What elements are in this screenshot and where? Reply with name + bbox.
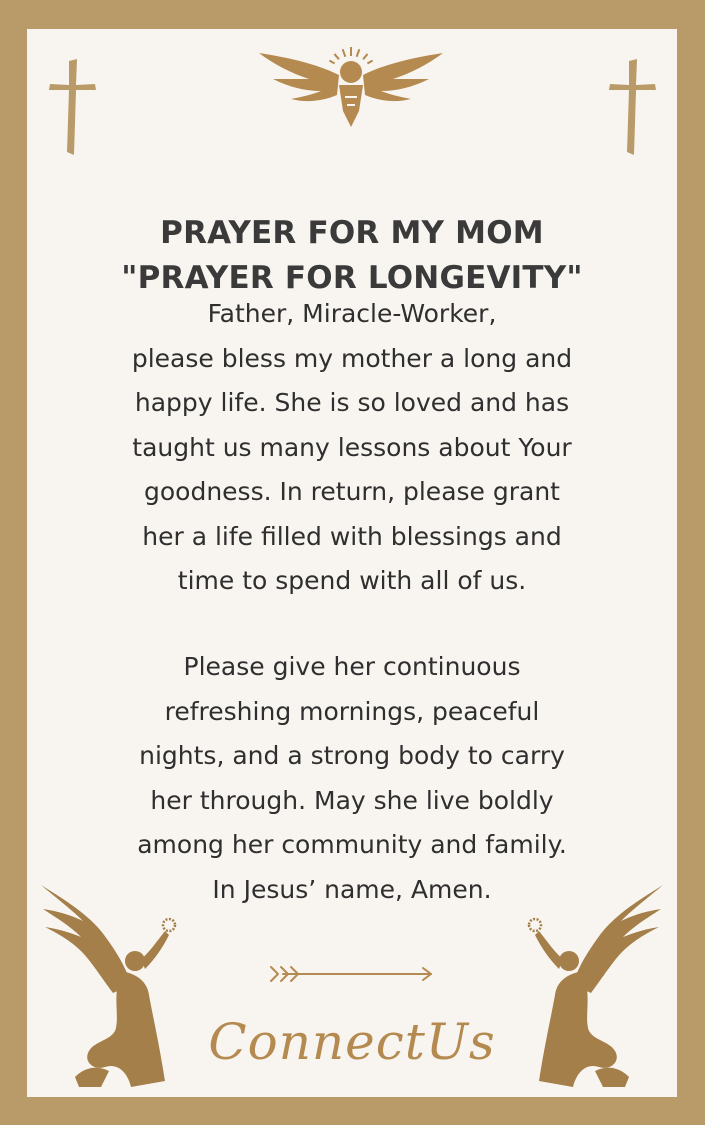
arrow-icon — [269, 965, 435, 983]
prayer-line: In Jesus’ name, Amen. — [212, 874, 492, 904]
prayer-paragraph-1 — [27, 292, 677, 604]
prayer-line: goodness. In return, please grant — [144, 477, 560, 506]
winged-sun-emblem-icon — [255, 45, 447, 131]
brand-logo: ConnectUs — [208, 1013, 496, 1071]
cross-icon — [45, 59, 101, 157]
title-line-1: PRAYER FOR MY MOM — [160, 215, 544, 251]
title-line-2: "PRAYER FOR LONGEVITY" — [121, 260, 583, 296]
prayer-line: refreshing mornings, peaceful — [164, 696, 540, 726]
prayer-paragraph-2 — [27, 645, 677, 912]
prayer-line: nights, and a strong body to carry — [139, 741, 565, 770]
prayer-line: Father, Miracle-Worker, — [207, 299, 497, 328]
prayer-line: time to spend with all of us. — [177, 566, 527, 595]
cross-icon — [605, 59, 661, 157]
prayer-line: please bless my mother a long and — [131, 343, 573, 373]
prayer-line: Please give her continuous — [183, 652, 521, 681]
prayer-card — [27, 29, 677, 1097]
prayer-line: her through. May she live boldly — [150, 785, 554, 815]
prayer-line: happy life. She is so loved and has — [134, 388, 570, 417]
prayer-line: taught us many lessons about Your — [132, 432, 572, 462]
prayer-line: among her community and family. — [137, 830, 567, 859]
page-title — [27, 211, 677, 301]
prayer-line: her a life filled with blessings and — [142, 521, 562, 551]
